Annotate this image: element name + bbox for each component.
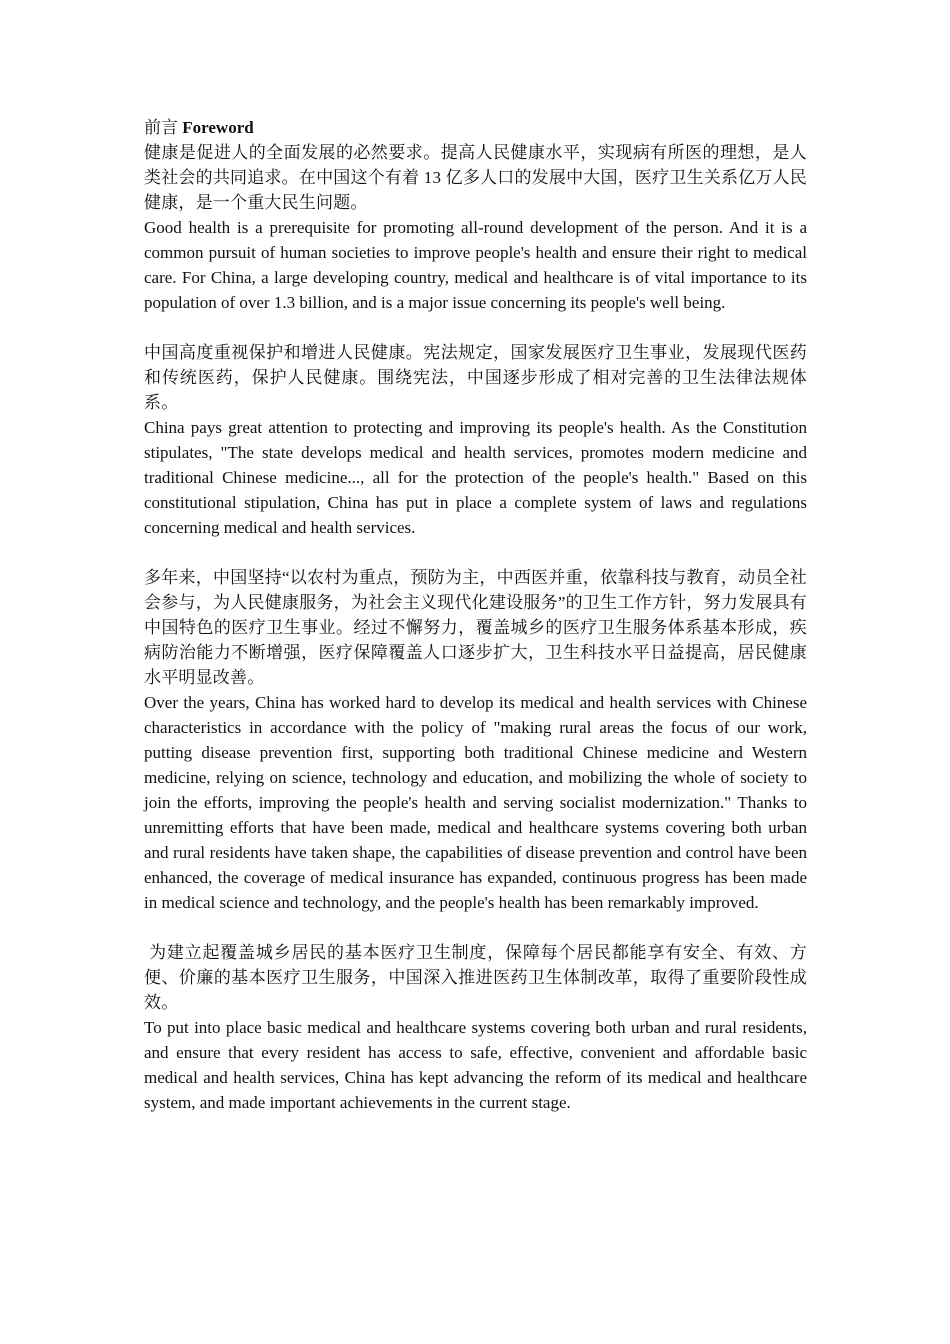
paragraph-1-zh: 健康是促进人的全面发展的必然要求。提高人民健康水平，实现病有所医的理想，是人类社会的共同追求。在中国这个有着 13 亿多人口的发展中大国，医疗卫生关系亿万人民健康，是一个重大民生问题。 xyxy=(144,143,807,212)
paragraph-gap xyxy=(144,315,807,340)
paragraph-gap xyxy=(144,540,807,565)
paragraph-2-en: China pays great attention to protecting and improving its people's health. As the Constitution stipulates, "The state develops medical and health services, promotes modern medicine and traditional Chinese medicine..., all for the protection of the people's health." Based on this constitutional stipulation, China has put in place a complete system of laws and regulations concerning medical and health services. xyxy=(144,418,807,537)
heading-zh: 前言 xyxy=(144,118,178,137)
paragraph-4-en: To put into place basic medical and healthcare systems covering both urban and rural residents, and ensure that every resident has access to safe, effective, convenient and affordable basic medical and health services, China has kept advancing the reform of its medical and healthcare system, and made important achievements in the current stage. xyxy=(144,1018,807,1112)
paragraph-2-zh: 中国高度重视保护和增进人民健康。宪法规定，国家发展医疗卫生事业，发展现代医药和传统医药，保护人民健康。围绕宪法，中国逐步形成了相对完善的卫生法律法规体系。 xyxy=(144,343,807,412)
paragraph-4-zh: 为建立起覆盖城乡居民的基本医疗卫生制度，保障每个居民都能享有安全、有效、方便、价廉的基本医疗卫生服务，中国深入推进医药卫生体制改革，取得了重要阶段性成效。 xyxy=(144,943,808,1012)
document-page xyxy=(144,115,807,1115)
paragraph-1-en: Good health is a prerequisite for promoting all-round development of the person. And it is a common pursuit of human societies to improve people's health and ensure their right to medical care. For China, a large developing country, medical and healthcare is of vital importance to its population of over 1.3 billion, and is a major issue concerning its people's well being. xyxy=(144,218,807,312)
foreword-heading xyxy=(144,115,807,140)
heading-en: Foreword xyxy=(182,118,254,137)
paragraph-3-en: Over the years, China has worked hard to develop its medical and health services with Chinese characteristics in accordance with the policy of "making rural areas the focus of our work, putting disease prevention first, supporting both traditional Chinese medicine and Western medicine, relying on science, technology and education, and mobilizing the whole of society to join the efforts, improving the people's health and serving socialist modernization." Thanks to unremitting efforts that have been made, medical and healthcare systems covering both urban and rural residents have taken shape, the capabilities of disease prevention and control have been enhanced, the coverage of medical insurance has expanded, continuous progress has been made in medical science and technology, and the people's health has been remarkably improved. xyxy=(144,693,807,912)
paragraph-gap xyxy=(144,915,807,940)
paragraph-3-zh: 多年来，中国坚持“以农村为重点，预防为主，中西医并重，依靠科技与教育，动员全社会参与，为人民健康服务，为社会主义现代化建设服务”的卫生工作方针，努力发展具有中国特色的医疗卫生事业。经过不懈努力，覆盖城乡的医疗卫生服务体系基本形成，疾病防治能力不断增强，医疗保障覆盖人口逐步扩大，卫生科技水平日益提高，居民健康水平明显改善。 xyxy=(144,568,807,687)
